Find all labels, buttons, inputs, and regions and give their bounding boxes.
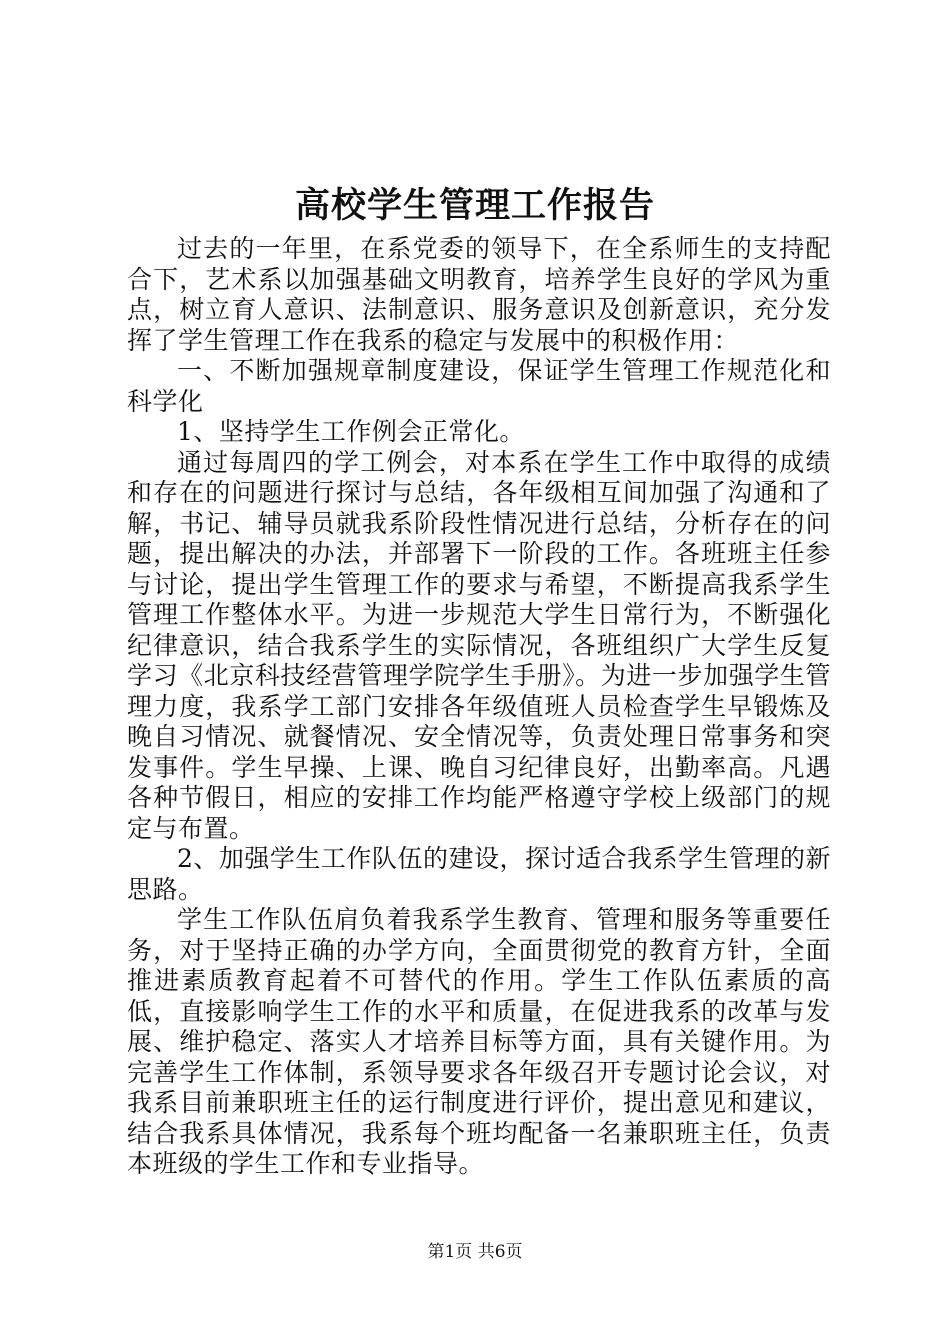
paragraph-team: 学生工作队伍肩负着我系学生教育、管理和服务等重要任务，对于坚持正确的办学方向，全面贯彻党的教育方针，全面推进素质教育起着不可替代的作用。学生工作队伍素质的高低，直接影响学生工作的水平和质量，在促进我系的改革与发展、维护稳定、落实人才培养目标等方面，具有关键作用。为完善学生工作体制，系领导要求各年级召开专题讨论会议，对我系目前兼职班主任的运行制度进行评价，提出意见和建议，结合我系具体情况，我系每个班均配备一名兼职班主任，负责本班级的学生工作和专业指导。 xyxy=(127,905,831,1178)
subsection-heading-1: 1、坚持学生工作例会正常化。 xyxy=(177,417,525,446)
subsection-heading-2: 2、加强学生工作队伍的建设，探讨适合我系学生管理的新思路。 xyxy=(127,844,831,904)
paragraph-meetings: 通过每周四的学工例会，对本系在学生工作中取得的成绩和存在的问题进行探讨与总结，各年级相互间加强了沟通和了解，书记、辅导员就我系阶段性情况进行总结，分析存在的问题，提出解决的办法，并部署下一阶段的工作。各班班主任参与讨论，提出学生管理工作的要求与希望，不断提高我系学生管理工作整体水平。为进一步规范大学生日常行为，不断强化纪律意识，结合我系学生的实际情况，各班组织广大学生反复学习《北京科技经营管理学院学生手册》。为进一步加强学生管理力度，我系学工部门安排各年级值班人员检查学生早锻炼及晚自习情况、就餐情况、安全情况等，负责处理日常事务和突发事件。学生早操、上课、晚自习纪律良好，出勤率高。凡遇各种节假日，相应的安排工作均能严格遵守学校上级部门的规定与布置。 xyxy=(127,447,831,843)
section-heading-1: 一、不断加强规章制度建设，保证学生管理工作规范化和科学化 xyxy=(127,356,831,416)
document-body xyxy=(127,234,831,1180)
document-title: 高校学生管理工作报告 xyxy=(294,185,655,226)
paragraph-intro: 过去的一年里，在系党委的领导下，在全系师生的支持配合下，艺术系以加强基础文明教育，培养学生良好的学风为重点，树立育人意识、法制意识、服务意识及创新意识，充分发挥了学生管理工作在我系的稳定与发展中的积极作用： xyxy=(127,234,831,355)
page-footer: 第1页 共6页 xyxy=(427,1242,523,1262)
